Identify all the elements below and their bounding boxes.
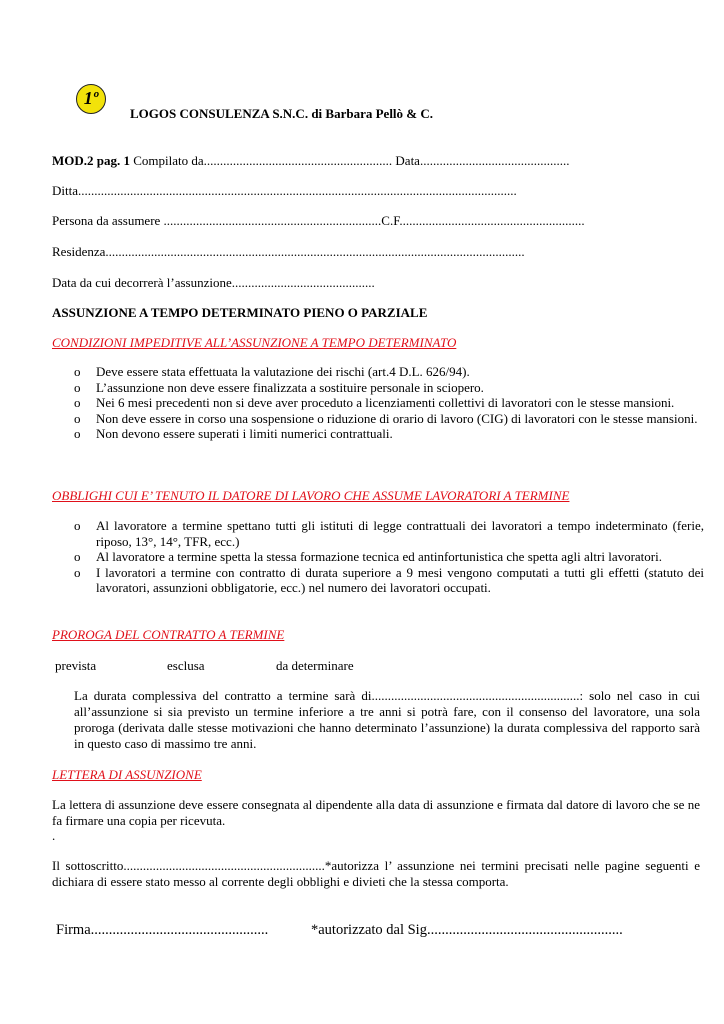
- form-line-mod: [52, 153, 569, 169]
- list-item: o Al lavoratore a termine spetta la stessa formazione tecnica ed antinfortunistica che spetta agli altri lavoratori.: [74, 549, 662, 564]
- list-item: o I lavoratori a termine con contratto di durata superiore a 9 mesi vengono computati a tutti gli effetti (statuto dei lavoratori, assunzioni obbligatorie, ecc.) nel numero dei lavoratori occupati.: [74, 564, 704, 595]
- list-item: o Non devono essere superati i limiti numerici contrattuali.: [74, 426, 393, 441]
- lettera-paragraph: La lettera di assunzione deve essere consegnata al dipendente alla data di assunzione e firmata dal datore di lavoro che se ne fa firmare una copia per ricevuta.: [52, 797, 700, 828]
- company-name: LOGOS CONSULENZA S.N.C. di Barbara Pellò & C.: [130, 106, 434, 121]
- section3-title: PROROGA DEL CONTRATTO A TERMINE: [52, 627, 285, 642]
- section1-list: [74, 364, 704, 442]
- proroga-option-esclusa: esclusa: [167, 658, 205, 673]
- firma-line: Firma.................................................: [56, 922, 269, 938]
- data-decorrenza-field: Data da cui decorrerà l’assunzione............................................: [52, 275, 375, 290]
- list-item: o Nei 6 mesi precedenti non si deve aver proceduto a licenziamenti collettivi di lavoratori con le stesse mansioni.: [74, 395, 675, 410]
- logo-text: 1º: [83, 88, 99, 108]
- proroga-option-da-determinare: da determinare: [276, 658, 354, 673]
- declaration-paragraph: Il sottoscritto..............................................................*autorizza l’ assunzione nei termini precisati nelle pagine seguenti e dichiara di essere stato messo al corrente degli obblighi e divieti che la stessa comporta.: [52, 858, 700, 889]
- residenza-field: Residenza.................................................................................................................................: [52, 244, 525, 259]
- autorizzato-line: *autorizzato dal Sig......................................................: [311, 922, 623, 938]
- dot: .: [52, 828, 56, 843]
- main-title: ASSUNZIONE A TEMPO DETERMINATO PIENO O PARZIALE: [52, 305, 428, 320]
- section4-title: LETTERA DI ASSUNZIONE: [52, 767, 202, 782]
- section1-title: CONDIZIONI IMPEDITIVE ALL’ASSUNZIONE A TEMPO DETERMINATO: [52, 335, 457, 350]
- section2-list: [74, 518, 704, 596]
- list-item: o Deve essere stata effettuata la valutazione dei rischi (art.4 D.L. 626/94).: [74, 364, 470, 379]
- list-item: o L’assunzione non deve essere finalizzata a sostituire personale in sciopero.: [74, 379, 484, 395]
- persona-field: Persona da assumere ...................................................................C.F.........................................................: [52, 213, 585, 228]
- list-item: o Al lavoratore a termine spettano tutti gli istituti di legge contrattuali dei lavoratori a tempo indeterminato (ferie, riposo, 13°, 14°, TFR, ecc.): [74, 518, 704, 549]
- proroga-option-prevista: prevista: [55, 658, 97, 673]
- section2-title: OBBLIGHI CUI E’ TENUTO IL DATORE DI LAVORO CHE ASSUME LAVORATORI A TERMINE: [52, 488, 570, 503]
- mod-label: MOD.2 pag. 1: [52, 153, 130, 168]
- company-logo: [76, 84, 106, 114]
- compilato-field: Compilato da.......................................................... Data..............................................: [133, 153, 570, 168]
- proroga-paragraph: La durata complessiva del contratto a termine sarà di................................................................: solo nel caso in cui all’assunzione si sia previsto un termine inferiore a tre anni si potrà fare, con il consenso del lavoratore, una sola proroga (derivata dalle stesse motivazioni che hanno determinato l’assunzione) la durata complessiva del rapporto sarà in questo caso di massimo tre anni.: [74, 688, 700, 751]
- ditta-field: Ditta.......................................................................................................................................: [52, 183, 517, 198]
- list-item: o Non deve essere in corso una sospensione o riduzione di orario di lavoro (CIG) di lavoratori con le stesse mansioni.: [74, 410, 698, 426]
